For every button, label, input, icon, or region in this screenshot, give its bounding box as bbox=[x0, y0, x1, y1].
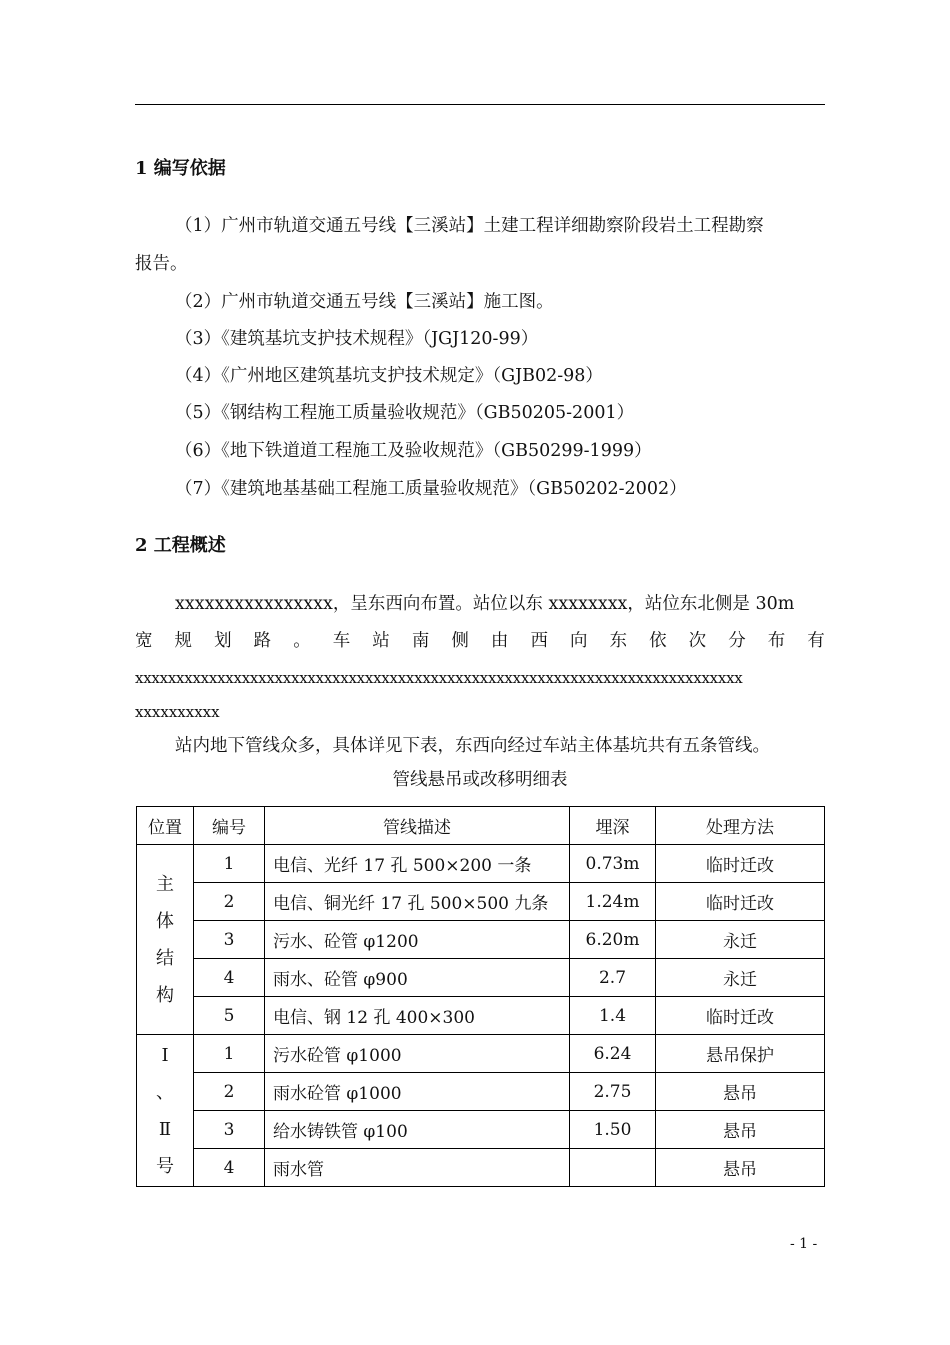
overview-word: 由 bbox=[490, 631, 509, 651]
cell-depth: 6.20m bbox=[570, 921, 656, 959]
group-label-main-structure bbox=[137, 845, 194, 1035]
overview-word: 宽 bbox=[135, 631, 153, 651]
cell-number: 1 bbox=[194, 1035, 265, 1073]
overview-line-5: 站内地下管线众多，具体详见下表，东西向经过车站主体基坑共有五条管线。 bbox=[175, 736, 770, 756]
cell-method: 永迁 bbox=[656, 959, 825, 997]
cell-method: 临时迁改 bbox=[656, 845, 825, 883]
table-row bbox=[137, 1149, 825, 1187]
overview-word: 西 bbox=[530, 631, 548, 651]
header-number: 编号 bbox=[194, 807, 265, 845]
table-row bbox=[137, 997, 825, 1035]
ref-item-5: （5）《钢结构工程施工质量验收规范》（GB50205-2001） bbox=[175, 403, 635, 423]
cell-method: 悬吊 bbox=[656, 1111, 825, 1149]
group-label-pit-1-2 bbox=[137, 1035, 194, 1187]
ref-item-6: （6）《地下铁道道工程施工及验收规范》（GB50299-1999） bbox=[175, 441, 652, 461]
cell-method: 悬吊 bbox=[656, 1149, 825, 1187]
section-heading-overview: 2 工程概述 bbox=[135, 535, 226, 556]
overview-word: 分 bbox=[728, 631, 746, 651]
overview-line-2 bbox=[135, 629, 825, 653]
overview-word: 规 bbox=[174, 631, 193, 651]
cell-description: 雨水砼管 φ1000 bbox=[265, 1073, 570, 1111]
overview-word: 依 bbox=[649, 631, 667, 651]
cell-depth: 2.7 bbox=[570, 959, 656, 997]
table-row bbox=[137, 845, 825, 883]
cell-number: 2 bbox=[194, 883, 265, 921]
cell-description: 雨水管 bbox=[265, 1149, 570, 1187]
cell-number: 3 bbox=[194, 921, 265, 959]
cell-description: 给水铸铁管 φ100 bbox=[265, 1111, 570, 1149]
group-label-char: 构 bbox=[156, 984, 174, 1006]
ref-item-7: （7）《建筑地基基础工程施工质量验收规范》（GB50202-2002） bbox=[175, 479, 687, 499]
overview-word: 向 bbox=[570, 631, 588, 651]
cell-description: 污水砼管 φ1000 bbox=[265, 1035, 570, 1073]
overview-line-4: xxxxxxxxxx bbox=[135, 703, 220, 721]
overview-word: 路 bbox=[253, 631, 272, 651]
table-row bbox=[137, 921, 825, 959]
table-row bbox=[137, 883, 825, 921]
group-label-char: 体 bbox=[156, 910, 174, 932]
cell-description: 电信、铜光纤 17 孔 500×500 九条 bbox=[265, 883, 570, 921]
group-label-char: 、 bbox=[156, 1081, 174, 1103]
page-number: - 1 - bbox=[790, 1236, 818, 1252]
cell-depth: 1.4 bbox=[570, 997, 656, 1035]
overview-line-1: xxxxxxxxxxxxxxxx，呈东西向布置。站位以东 xxxxxxxx，站位东北侧是 30m bbox=[175, 594, 795, 614]
table-row bbox=[137, 1073, 825, 1111]
header-rule bbox=[135, 104, 825, 105]
cell-number: 1 bbox=[194, 845, 265, 883]
section-heading-basis: 1 编写依据 bbox=[135, 158, 226, 179]
cell-method: 临时迁改 bbox=[656, 997, 825, 1035]
overview-word: 东 bbox=[609, 631, 628, 651]
cell-number: 2 bbox=[194, 1073, 265, 1111]
cell-number: 5 bbox=[194, 997, 265, 1035]
ref-item-4: （4）《广州地区建筑基坑支护技术规定》（GJB02-98） bbox=[175, 366, 603, 386]
overview-word: 布 bbox=[767, 631, 786, 651]
cell-description: 电信、钢 12 孔 400×300 bbox=[265, 997, 570, 1035]
cell-description: 雨水、砼管 φ900 bbox=[265, 959, 570, 997]
overview-word: 车 bbox=[332, 631, 351, 651]
group-label-char: Ⅰ bbox=[161, 1044, 169, 1066]
cell-depth: 2.75 bbox=[570, 1073, 656, 1111]
table-row bbox=[137, 1111, 825, 1149]
overview-word: 次 bbox=[688, 631, 707, 651]
overview-word: 侧 bbox=[451, 631, 469, 651]
group-label-char: 主 bbox=[156, 873, 174, 895]
header-position: 位置 bbox=[137, 807, 194, 845]
header-depth: 埋深 bbox=[570, 807, 656, 845]
overview-word: 南 bbox=[411, 631, 430, 651]
cell-depth: 1.24m bbox=[570, 883, 656, 921]
cell-number: 4 bbox=[194, 959, 265, 997]
cell-depth: 6.24 bbox=[570, 1035, 656, 1073]
group-label-char: 号 bbox=[156, 1155, 174, 1177]
cell-method: 悬吊 bbox=[656, 1073, 825, 1111]
ref-item-1-cont: 报告。 bbox=[135, 254, 188, 274]
group-label-char: 结 bbox=[156, 947, 174, 969]
cell-depth: 0.73m bbox=[570, 845, 656, 883]
cell-method: 悬吊保护 bbox=[656, 1035, 825, 1073]
ref-item-1: （1）广州市轨道交通五号线【三溪站】土建工程详细勘察阶段岩土工程勘察 bbox=[175, 216, 764, 236]
cell-depth: 1.50 bbox=[570, 1111, 656, 1149]
header-method: 处理方法 bbox=[656, 807, 825, 845]
cell-depth bbox=[570, 1149, 656, 1187]
overview-word: 划 bbox=[214, 631, 232, 651]
pipeline-table bbox=[136, 806, 825, 1187]
overview-word: 。 bbox=[293, 631, 311, 651]
group-label-char: Ⅱ bbox=[158, 1118, 172, 1140]
cell-method: 永迁 bbox=[656, 921, 825, 959]
table-caption: 管线悬吊或改移明细表 bbox=[392, 770, 568, 790]
overview-word: 站 bbox=[372, 631, 390, 651]
table-row bbox=[137, 1035, 825, 1073]
ref-item-2: （2）广州市轨道交通五号线【三溪站】施工图。 bbox=[175, 292, 554, 312]
ref-item-3: （3）《建筑基坑支护技术规程》（JGJ120-99） bbox=[175, 329, 539, 349]
cell-method: 临时迁改 bbox=[656, 883, 825, 921]
table-row bbox=[137, 959, 825, 997]
cell-number: 3 bbox=[194, 1111, 265, 1149]
overview-line-3: xxxxxxxxxxxxxxxxxxxxxxxxxxxxxxxxxxxxxxxxxxxxxxxxxxxxxxxxxxxxxxxxxxxxxxxxxx bbox=[135, 669, 743, 687]
table-header-row bbox=[137, 807, 825, 845]
header-description: 管线描述 bbox=[265, 807, 570, 845]
cell-description: 电信、光纤 17 孔 500×200 一条 bbox=[265, 845, 570, 883]
cell-description: 污水、砼管 φ1200 bbox=[265, 921, 570, 959]
overview-word: 有 bbox=[807, 631, 825, 651]
cell-number: 4 bbox=[194, 1149, 265, 1187]
